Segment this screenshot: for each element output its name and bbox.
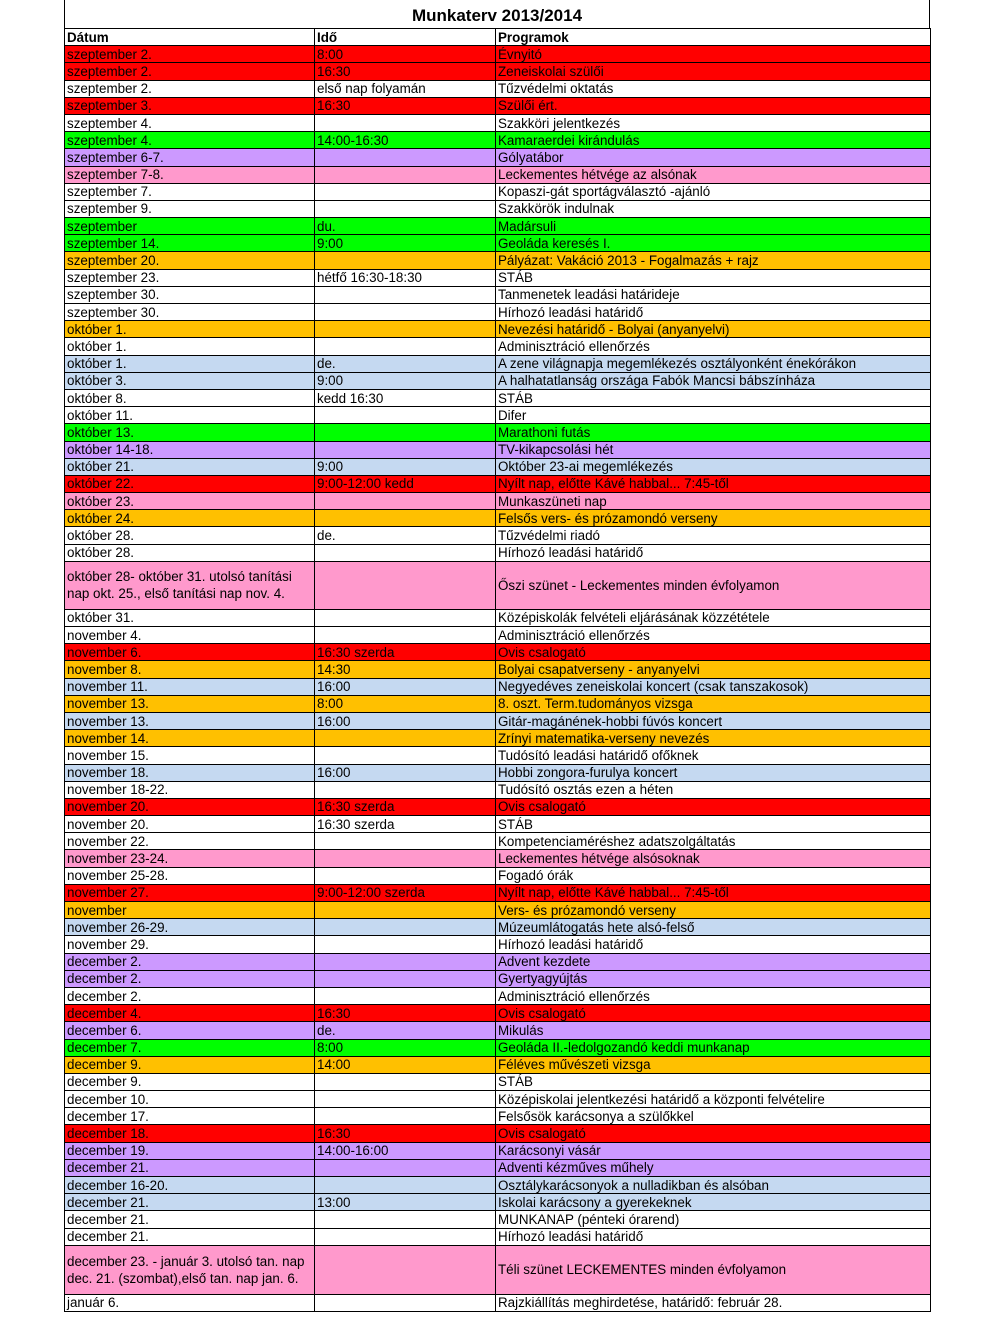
- time-cell: [315, 1108, 496, 1125]
- table-row: [65, 1159, 931, 1176]
- date-cell: szeptember 30.: [65, 286, 315, 303]
- table-row: [65, 475, 931, 492]
- time-cell: [315, 441, 496, 458]
- date-cell: november 18.: [65, 764, 315, 781]
- date-cell: szeptember 3.: [65, 97, 315, 114]
- program-cell: Leckementes hétvége alsósoknak: [496, 850, 931, 867]
- schedule-body: [65, 29, 931, 1312]
- program-cell: Kamaraerdei kirándulás: [496, 132, 931, 149]
- date-cell: november: [65, 902, 315, 919]
- date-cell: november 8.: [65, 661, 315, 678]
- table-row: [65, 407, 931, 424]
- date-cell: október 28- október 31. utolsó tanítási nap okt. 25., első tanítási nap nov. 4.: [65, 561, 315, 609]
- time-cell: [315, 200, 496, 217]
- program-cell: Felsősök karácsonya a szülőkkel: [496, 1108, 931, 1125]
- date-cell: december 10.: [65, 1091, 315, 1108]
- time-cell: [315, 867, 496, 884]
- date-cell: december 21.: [65, 1211, 315, 1228]
- table-row: [65, 695, 931, 712]
- program-cell: Marathoni futás: [496, 424, 931, 441]
- date-cell: november 13.: [65, 712, 315, 729]
- date-cell: szeptember: [65, 218, 315, 235]
- table-row: [65, 764, 931, 781]
- table-row: [65, 1177, 931, 1194]
- program-cell: Féléves művészeti vizsga: [496, 1056, 931, 1073]
- table-row: [65, 1073, 931, 1090]
- table-row: [65, 627, 931, 644]
- time-cell: 8:00: [315, 695, 496, 712]
- program-cell: Ovis csalogató: [496, 644, 931, 661]
- table-row: [65, 1142, 931, 1159]
- date-cell: december 18.: [65, 1125, 315, 1142]
- table-row: [65, 183, 931, 200]
- program-cell: Pályázat: Vakáció 2013 - Fogalmazás + rajz: [496, 252, 931, 269]
- header-date: Dátum: [65, 29, 315, 46]
- date-cell: november 18-22.: [65, 781, 315, 798]
- date-cell: szeptember 14.: [65, 235, 315, 252]
- date-cell: szeptember 9.: [65, 200, 315, 217]
- time-cell: [315, 970, 496, 987]
- time-cell: [315, 304, 496, 321]
- program-cell: Adminisztráció ellenőrzés: [496, 627, 931, 644]
- program-cell: 8. oszt. Term.tudományos vizsga: [496, 695, 931, 712]
- date-cell: december 17.: [65, 1108, 315, 1125]
- time-cell: [315, 781, 496, 798]
- table-row: [65, 441, 931, 458]
- table-row: [65, 781, 931, 798]
- date-cell: szeptember 2.: [65, 46, 315, 63]
- date-cell: december 9.: [65, 1056, 315, 1073]
- table-row: [65, 493, 931, 510]
- table-row: [65, 919, 931, 936]
- table-row: [65, 321, 931, 338]
- table-row: [65, 269, 931, 286]
- time-cell: [315, 407, 496, 424]
- time-cell: 16:30 szerda: [315, 798, 496, 815]
- program-cell: Hírhozó leadási határidő: [496, 304, 931, 321]
- table-row: [65, 850, 931, 867]
- table-row: [65, 798, 931, 815]
- program-cell: Múzeumlátogatás hete alsó-felső: [496, 919, 931, 936]
- program-cell: Középiskolák felvételi eljárásának közzététele: [496, 609, 931, 626]
- sheet-title: Munkaterv 2013/2014: [64, 0, 930, 28]
- date-cell: október 1.: [65, 321, 315, 338]
- program-cell: Difer: [496, 407, 931, 424]
- date-cell: szeptember 4.: [65, 132, 315, 149]
- date-cell: november 26-29.: [65, 919, 315, 936]
- time-cell: [315, 1177, 496, 1194]
- time-cell: [315, 919, 496, 936]
- time-cell: 9:00-12:00 kedd: [315, 475, 496, 492]
- date-cell: november 25-28.: [65, 867, 315, 884]
- date-cell: november 4.: [65, 627, 315, 644]
- program-cell: Nyílt nap, előtte Kávé habbal... 7:45-től: [496, 884, 931, 901]
- time-cell: 16:30: [315, 63, 496, 80]
- time-cell: [315, 493, 496, 510]
- time-cell: 9:00-12:00 szerda: [315, 884, 496, 901]
- program-cell: Zrínyi matematika-verseny nevezés: [496, 730, 931, 747]
- table-row: [65, 63, 931, 80]
- program-cell: Őszi szünet - Leckementes minden évfolyamon: [496, 561, 931, 609]
- program-cell: Hírhozó leadási határidő: [496, 544, 931, 561]
- time-cell: [315, 1211, 496, 1228]
- table-row: [65, 609, 931, 626]
- time-cell: [315, 850, 496, 867]
- time-cell: első nap folyamán: [315, 80, 496, 97]
- table-row: [65, 80, 931, 97]
- time-cell: [315, 252, 496, 269]
- time-cell: [315, 1294, 496, 1311]
- time-cell: 14:00: [315, 1056, 496, 1073]
- table-row: [65, 884, 931, 901]
- table-row: [65, 46, 931, 63]
- program-cell: Felsős vers- és prózamondó verseny: [496, 510, 931, 527]
- program-cell: Középiskolai jelentkezési határidő a központi felvételire: [496, 1091, 931, 1108]
- table-row: [65, 372, 931, 389]
- time-cell: [315, 627, 496, 644]
- program-cell: Tűzvédelmi riadó: [496, 527, 931, 544]
- date-cell: október 1.: [65, 338, 315, 355]
- table-row: [65, 1005, 931, 1022]
- date-cell: szeptember 7-8.: [65, 166, 315, 183]
- time-cell: [315, 321, 496, 338]
- date-cell: december 2.: [65, 987, 315, 1004]
- time-cell: 16:30: [315, 97, 496, 114]
- date-cell: október 28.: [65, 527, 315, 544]
- time-cell: [315, 1245, 496, 1294]
- time-cell: [315, 544, 496, 561]
- table-row: [65, 1228, 931, 1245]
- program-cell: Hírhozó leadási határidő: [496, 936, 931, 953]
- time-cell: kedd 16:30: [315, 389, 496, 406]
- table-row: [65, 816, 931, 833]
- program-cell: TV-kikapcsolási hét: [496, 441, 931, 458]
- program-cell: Bolyai csapatverseny - anyanyelvi: [496, 661, 931, 678]
- table-row: [65, 510, 931, 527]
- date-cell: november 20.: [65, 816, 315, 833]
- program-cell: Vers- és prózamondó verseny: [496, 902, 931, 919]
- date-cell: december 21.: [65, 1194, 315, 1211]
- table-row: [65, 1211, 931, 1228]
- table-row: [65, 252, 931, 269]
- time-cell: 16:00: [315, 678, 496, 695]
- table-row: [65, 304, 931, 321]
- table-row: [65, 661, 931, 678]
- header-programs: Programok: [496, 29, 931, 46]
- program-cell: Negyedéves zeneiskolai koncert (csak tanszakosok): [496, 678, 931, 695]
- date-cell: november 27.: [65, 884, 315, 901]
- time-cell: 16:00: [315, 764, 496, 781]
- table-row: [65, 149, 931, 166]
- program-cell: Munkaszüneti nap: [496, 493, 931, 510]
- program-cell: STÁB: [496, 1073, 931, 1090]
- date-cell: december 19.: [65, 1142, 315, 1159]
- table-row: [65, 561, 931, 609]
- table-row: [65, 902, 931, 919]
- program-cell: Zeneiskolai szülői: [496, 63, 931, 80]
- program-cell: Nevezési határidő - Bolyai (anyanyelvi): [496, 321, 931, 338]
- program-cell: Adminisztráció ellenőrzés: [496, 338, 931, 355]
- table-row: [65, 544, 931, 561]
- table-row: [65, 936, 931, 953]
- date-cell: október 24.: [65, 510, 315, 527]
- date-cell: szeptember 23.: [65, 269, 315, 286]
- date-cell: október 14-18.: [65, 441, 315, 458]
- table-row: [65, 424, 931, 441]
- time-cell: 16:30 szerda: [315, 816, 496, 833]
- table-row: [65, 338, 931, 355]
- table-row: [65, 970, 931, 987]
- date-cell: november 13.: [65, 695, 315, 712]
- table-row: [65, 1294, 931, 1311]
- table-row: [65, 867, 931, 884]
- time-cell: 8:00: [315, 46, 496, 63]
- date-cell: december 9.: [65, 1073, 315, 1090]
- date-cell: december 6.: [65, 1022, 315, 1039]
- table-row: [65, 730, 931, 747]
- table-row: [65, 355, 931, 372]
- time-cell: 14:30: [315, 661, 496, 678]
- time-cell: 16:30: [315, 1005, 496, 1022]
- time-cell: [315, 510, 496, 527]
- time-cell: du.: [315, 218, 496, 235]
- program-cell: STÁB: [496, 389, 931, 406]
- date-cell: december 2.: [65, 953, 315, 970]
- table-row: [65, 678, 931, 695]
- program-cell: Nyílt nap, előtte Kávé habbal... 7:45-től: [496, 475, 931, 492]
- program-cell: Évnyitó: [496, 46, 931, 63]
- time-cell: [315, 833, 496, 850]
- date-cell: október 8.: [65, 389, 315, 406]
- date-cell: november 11.: [65, 678, 315, 695]
- time-cell: [315, 902, 496, 919]
- program-cell: Karácsonyi vásár: [496, 1142, 931, 1159]
- program-cell: Téli szünet LECKEMENTES minden évfolyamon: [496, 1245, 931, 1294]
- date-cell: október 13.: [65, 424, 315, 441]
- table-row: [65, 747, 931, 764]
- date-cell: szeptember 20.: [65, 252, 315, 269]
- date-cell: november 6.: [65, 644, 315, 661]
- date-cell: december 16-20.: [65, 1177, 315, 1194]
- program-cell: Kopaszi-gát sportágválasztó -ajánló: [496, 183, 931, 200]
- time-cell: 16:30 szerda: [315, 644, 496, 661]
- program-cell: Hobbi zongora-furulya koncert: [496, 764, 931, 781]
- program-cell: STÁB: [496, 816, 931, 833]
- date-cell: szeptember 30.: [65, 304, 315, 321]
- time-cell: 14:00-16:30: [315, 132, 496, 149]
- date-cell: szeptember 4.: [65, 114, 315, 131]
- table-row: [65, 1022, 931, 1039]
- date-cell: október 31.: [65, 609, 315, 626]
- table-row: [65, 833, 931, 850]
- work-plan-sheet: [64, 0, 930, 1312]
- table-row: [65, 97, 931, 114]
- time-cell: 8:00: [315, 1039, 496, 1056]
- time-cell: 13:00: [315, 1194, 496, 1211]
- table-row: [65, 1056, 931, 1073]
- time-cell: [315, 286, 496, 303]
- program-cell: Fogadó órák: [496, 867, 931, 884]
- program-cell: Mikulás: [496, 1022, 931, 1039]
- date-cell: december 21.: [65, 1159, 315, 1176]
- program-cell: MUNKANAP (pénteki órarend): [496, 1211, 931, 1228]
- program-cell: Tanmenetek leadási határideje: [496, 286, 931, 303]
- table-row: [65, 1091, 931, 1108]
- header-time: Idő: [315, 29, 496, 46]
- date-cell: november 29.: [65, 936, 315, 953]
- table-row: [65, 987, 931, 1004]
- table-row: [65, 166, 931, 183]
- program-cell: Geoláda keresés I.: [496, 235, 931, 252]
- time-cell: [315, 936, 496, 953]
- program-cell: Gitár-magánének-hobbi fúvós koncert: [496, 712, 931, 729]
- time-cell: [315, 1073, 496, 1090]
- date-cell: szeptember 2.: [65, 63, 315, 80]
- table-row: [65, 527, 931, 544]
- program-cell: Ovis csalogató: [496, 798, 931, 815]
- date-cell: december 23. - január 3. utolsó tan. nap dec. 21. (szombat),első tan. nap jan. 6.: [65, 1245, 315, 1294]
- program-cell: Október 23-ai megemlékezés: [496, 458, 931, 475]
- program-cell: Szakkörök indulnak: [496, 200, 931, 217]
- date-cell: december 4.: [65, 1005, 315, 1022]
- time-cell: 9:00: [315, 458, 496, 475]
- program-cell: Adminisztráció ellenőrzés: [496, 987, 931, 1004]
- program-cell: Rajzkiállítás meghirdetése, határidő: február 28.: [496, 1294, 931, 1311]
- time-cell: [315, 1159, 496, 1176]
- time-cell: [315, 338, 496, 355]
- date-cell: december 7.: [65, 1039, 315, 1056]
- date-cell: december 2.: [65, 970, 315, 987]
- program-cell: Madársuli: [496, 218, 931, 235]
- table-row: [65, 114, 931, 131]
- date-cell: október 22.: [65, 475, 315, 492]
- table-row: [65, 953, 931, 970]
- date-cell: szeptember 6-7.: [65, 149, 315, 166]
- table-row: [65, 644, 931, 661]
- table-row: [65, 1039, 931, 1056]
- table-row: [65, 235, 931, 252]
- time-cell: de.: [315, 527, 496, 544]
- program-cell: Gólyatábor: [496, 149, 931, 166]
- time-cell: de.: [315, 355, 496, 372]
- date-cell: november 15.: [65, 747, 315, 764]
- program-cell: A zene világnapja megemlékezés osztályonként énekórákon: [496, 355, 931, 372]
- time-cell: [315, 730, 496, 747]
- program-cell: A halhatatlanság országa Fabók Mancsi bábszínháza: [496, 372, 931, 389]
- date-cell: október 1.: [65, 355, 315, 372]
- time-cell: 16:30: [315, 1125, 496, 1142]
- program-cell: Osztálykarácsonyok a nulladikban és alsóban: [496, 1177, 931, 1194]
- time-cell: [315, 609, 496, 626]
- header-row: [65, 29, 931, 46]
- table-row: [65, 1245, 931, 1294]
- time-cell: [315, 987, 496, 1004]
- time-cell: [315, 149, 496, 166]
- time-cell: 16:00: [315, 712, 496, 729]
- date-cell: október 23.: [65, 493, 315, 510]
- table-row: [65, 389, 931, 406]
- program-cell: Tűzvédelmi oktatás: [496, 80, 931, 97]
- table-row: [65, 200, 931, 217]
- time-cell: [315, 183, 496, 200]
- date-cell: október 28.: [65, 544, 315, 561]
- program-cell: Hírhozó leadási határidő: [496, 1228, 931, 1245]
- date-cell: november 20.: [65, 798, 315, 815]
- table-row: [65, 132, 931, 149]
- table-row: [65, 458, 931, 475]
- time-cell: hétfő 16:30-18:30: [315, 269, 496, 286]
- program-cell: Szakköri jelentkezés: [496, 114, 931, 131]
- table-row: [65, 1108, 931, 1125]
- time-cell: 14:00-16:00: [315, 1142, 496, 1159]
- date-cell: október 3.: [65, 372, 315, 389]
- program-cell: Tudósító leadási határidő ofőknek: [496, 747, 931, 764]
- table-row: [65, 1125, 931, 1142]
- time-cell: 9:00: [315, 235, 496, 252]
- program-cell: Advent kezdete: [496, 953, 931, 970]
- program-cell: Leckementes hétvége az alsónak: [496, 166, 931, 183]
- time-cell: [315, 1091, 496, 1108]
- schedule-table: [64, 28, 931, 1312]
- date-cell: november 14.: [65, 730, 315, 747]
- date-cell: december 21.: [65, 1228, 315, 1245]
- date-cell: január 6.: [65, 1294, 315, 1311]
- program-cell: Tudósító osztás ezen a héten: [496, 781, 931, 798]
- time-cell: [315, 561, 496, 609]
- program-cell: Gyertyagyújtás: [496, 970, 931, 987]
- program-cell: Kompetenciaméréshez adatszolgáltatás: [496, 833, 931, 850]
- time-cell: [315, 747, 496, 764]
- date-cell: szeptember 7.: [65, 183, 315, 200]
- table-row: [65, 286, 931, 303]
- table-row: [65, 712, 931, 729]
- program-cell: Adventi kézműves műhely: [496, 1159, 931, 1176]
- date-cell: szeptember 2.: [65, 80, 315, 97]
- time-cell: [315, 424, 496, 441]
- program-cell: Ovis csalogató: [496, 1125, 931, 1142]
- time-cell: de.: [315, 1022, 496, 1039]
- time-cell: [315, 166, 496, 183]
- table-row: [65, 218, 931, 235]
- program-cell: STÁB: [496, 269, 931, 286]
- time-cell: [315, 114, 496, 131]
- program-cell: Geoláda II.-ledolgozandó keddi munkanap: [496, 1039, 931, 1056]
- program-cell: Ovis csalogató: [496, 1005, 931, 1022]
- program-cell: Szülői ért.: [496, 97, 931, 114]
- table-row: [65, 1194, 931, 1211]
- program-cell: Iskolai karácsony a gyerekeknek: [496, 1194, 931, 1211]
- date-cell: november 23-24.: [65, 850, 315, 867]
- time-cell: [315, 953, 496, 970]
- date-cell: október 21.: [65, 458, 315, 475]
- time-cell: [315, 1228, 496, 1245]
- date-cell: október 11.: [65, 407, 315, 424]
- time-cell: 9:00: [315, 372, 496, 389]
- date-cell: november 22.: [65, 833, 315, 850]
